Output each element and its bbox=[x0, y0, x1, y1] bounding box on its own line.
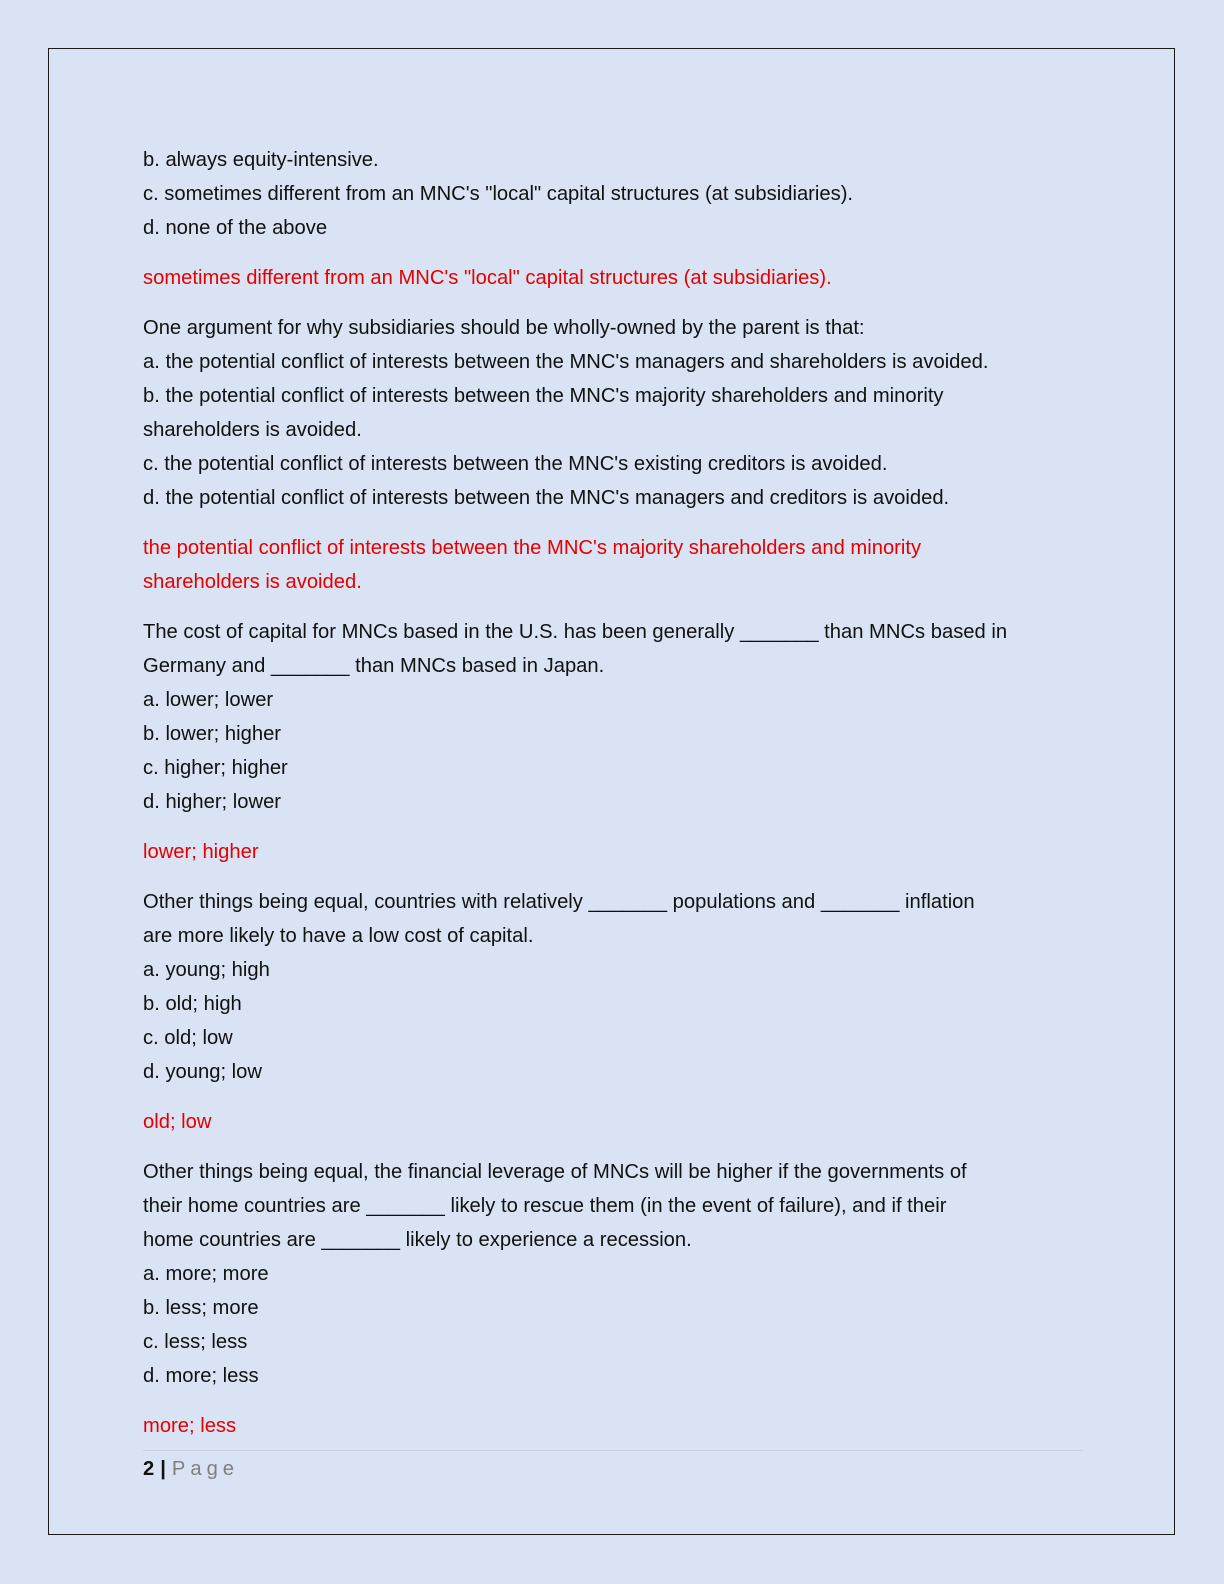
paragraph-gap bbox=[143, 295, 1083, 311]
text-line: One argument for why subsidiaries should be wholly-owned by the parent is that: bbox=[143, 317, 865, 339]
paragraph-gap bbox=[143, 1139, 1083, 1155]
paragraph-gap bbox=[143, 819, 1083, 835]
text-line: The cost of capital for MNCs based in the U.S. has been generally _______ than MNCs based in bbox=[143, 621, 1008, 643]
paragraph-gap bbox=[143, 515, 1083, 531]
paragraph-gap bbox=[143, 869, 1083, 885]
text-line: shareholders is avoided. bbox=[143, 419, 362, 441]
text-line: b. always equity-intensive. bbox=[143, 149, 379, 171]
answer-line: old; low bbox=[143, 1111, 212, 1133]
text-line: c. old; low bbox=[143, 1027, 233, 1049]
text-line: a. lower; lower bbox=[143, 689, 274, 711]
text-line: b. lower; higher bbox=[143, 723, 282, 745]
text-line: d. higher; lower bbox=[143, 791, 282, 813]
text-line: b. old; high bbox=[143, 993, 242, 1015]
text-line: Other things being equal, the financial leverage of MNCs will be higher if the governments of bbox=[143, 1161, 967, 1183]
text-line: c. less; less bbox=[143, 1331, 248, 1353]
answer-line: shareholders is avoided. bbox=[143, 571, 362, 593]
text-line: home countries are _______ likely to experience a recession. bbox=[143, 1229, 692, 1251]
paragraph-gap bbox=[143, 1393, 1083, 1409]
text-line: a. young; high bbox=[143, 959, 270, 981]
text-line: a. more; more bbox=[143, 1263, 269, 1285]
text-line: Germany and _______ than MNCs based in Japan. bbox=[143, 655, 605, 677]
text-line: a. the potential conflict of interests between the MNC's managers and shareholders is avoided. bbox=[143, 351, 989, 373]
answer-line: the potential conflict of interests between the MNC's majority shareholders and minority bbox=[143, 537, 922, 559]
answer-line: lower; higher bbox=[143, 841, 259, 863]
text-line: Other things being equal, countries with relatively _______ populations and _______ inflation bbox=[143, 891, 975, 913]
page-footer bbox=[143, 1452, 239, 1486]
paragraph-gap bbox=[143, 599, 1083, 615]
text-line: d. more; less bbox=[143, 1365, 259, 1387]
text-line: are more likely to have a low cost of capital. bbox=[143, 925, 534, 947]
page-number: 2 bbox=[143, 1458, 155, 1480]
text-line: d. the potential conflict of interests between the MNC's managers and creditors is avoided. bbox=[143, 487, 950, 509]
footer-divider bbox=[143, 1450, 1083, 1451]
text-line: d. young; low bbox=[143, 1061, 262, 1083]
footer-separator: | bbox=[160, 1458, 166, 1480]
text-line: c. sometimes different from an MNC's "local" capital structures (at subsidiaries). bbox=[143, 183, 854, 205]
text-line: c. higher; higher bbox=[143, 757, 288, 779]
document-body bbox=[143, 143, 1083, 1443]
text-line: d. none of the above bbox=[143, 217, 328, 239]
paragraph-gap bbox=[143, 1089, 1083, 1105]
answer-line: sometimes different from an MNC's "local" capital structures (at subsidiaries). bbox=[143, 267, 832, 289]
answer-line: more; less bbox=[143, 1415, 237, 1437]
text-line: b. less; more bbox=[143, 1297, 259, 1319]
text-line: their home countries are _______ likely to rescue them (in the event of failure), and if their bbox=[143, 1195, 947, 1217]
text-line: c. the potential conflict of interests between the MNC's existing creditors is avoided. bbox=[143, 453, 888, 475]
page-label: Page bbox=[171, 1458, 240, 1480]
text-line: b. the potential conflict of interests between the MNC's majority shareholders and minority bbox=[143, 385, 944, 407]
paragraph-gap bbox=[143, 245, 1083, 261]
